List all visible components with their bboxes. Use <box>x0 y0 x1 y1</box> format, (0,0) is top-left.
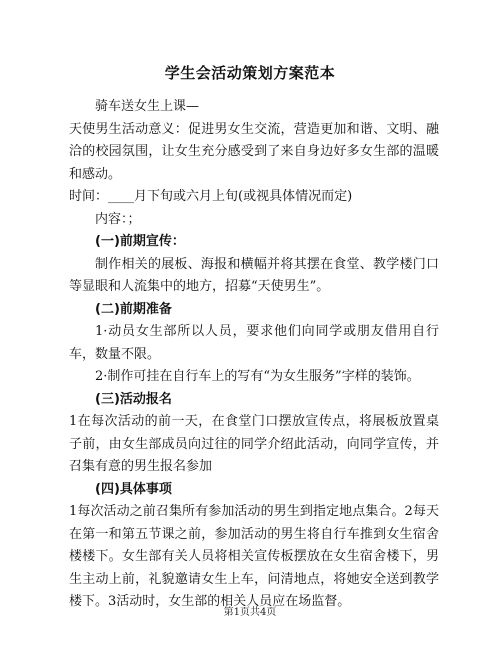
heading-preparation: (二)前期准备 <box>95 301 172 317</box>
paragraph-registration: 1在每次活动的前一天，在食堂门口摆放宣传点，将展板放置桌子前，由女生部成员向过往的同学介绍此活动，向同学宣传，并召集有意的男生报名参加 <box>69 414 439 474</box>
paragraph-significance: 天使男生活动意义：促进男女生交流，营造更加和谐、文明、融洽的校园氛围，让女生充分感受到了来自身边好多女生部的温暖和感动。 <box>69 121 439 182</box>
paragraph-details: 1每次活动之前召集所有参加活动的男生到指定地点集合。2每天在第一和第五节课之前，参加活动的男生将自行车推到女生宿舍楼楼下。女生部有关人员将相关宣传板摆放在女生宿舍楼下，男生主动上前，礼貌邀请女生上车，问清地点，将她安全送到教学楼下。3活动时，女生部的相关人员应在场监督。 <box>69 504 439 609</box>
document-title: 学生会活动策划方案范本 <box>164 64 336 82</box>
paragraph-publicity: 制作相关的展板、海报和横幅并将其摆在食堂、教学楼门口等显眼和人流集中的地方，招募“天使男生”。 <box>69 256 439 294</box>
heading-registration: (三)活动报名 <box>95 391 172 407</box>
paragraph-preparation-2: 2·制作可挂在自行车上的写有“为女生服务”字样的装饰。 <box>95 369 420 384</box>
page-footer: 第1页共4页 <box>223 607 277 618</box>
paragraph-content: 内容：； <box>95 211 141 227</box>
heading-details: (四)具体事项 <box>95 481 172 497</box>
paragraph-time: 时间：____月下旬或六月上旬(或视具体情况而定) <box>69 189 353 204</box>
paragraph-subtitle: 骑车送女生上课— <box>95 99 200 114</box>
heading-publicity: (一)前期宣传： <box>95 234 185 249</box>
paragraph-preparation-1: 1·动员女生部所以人员，要求他们向同学或朋友借用自行车，数量不限。 <box>69 324 439 362</box>
document-body <box>69 96 439 614</box>
